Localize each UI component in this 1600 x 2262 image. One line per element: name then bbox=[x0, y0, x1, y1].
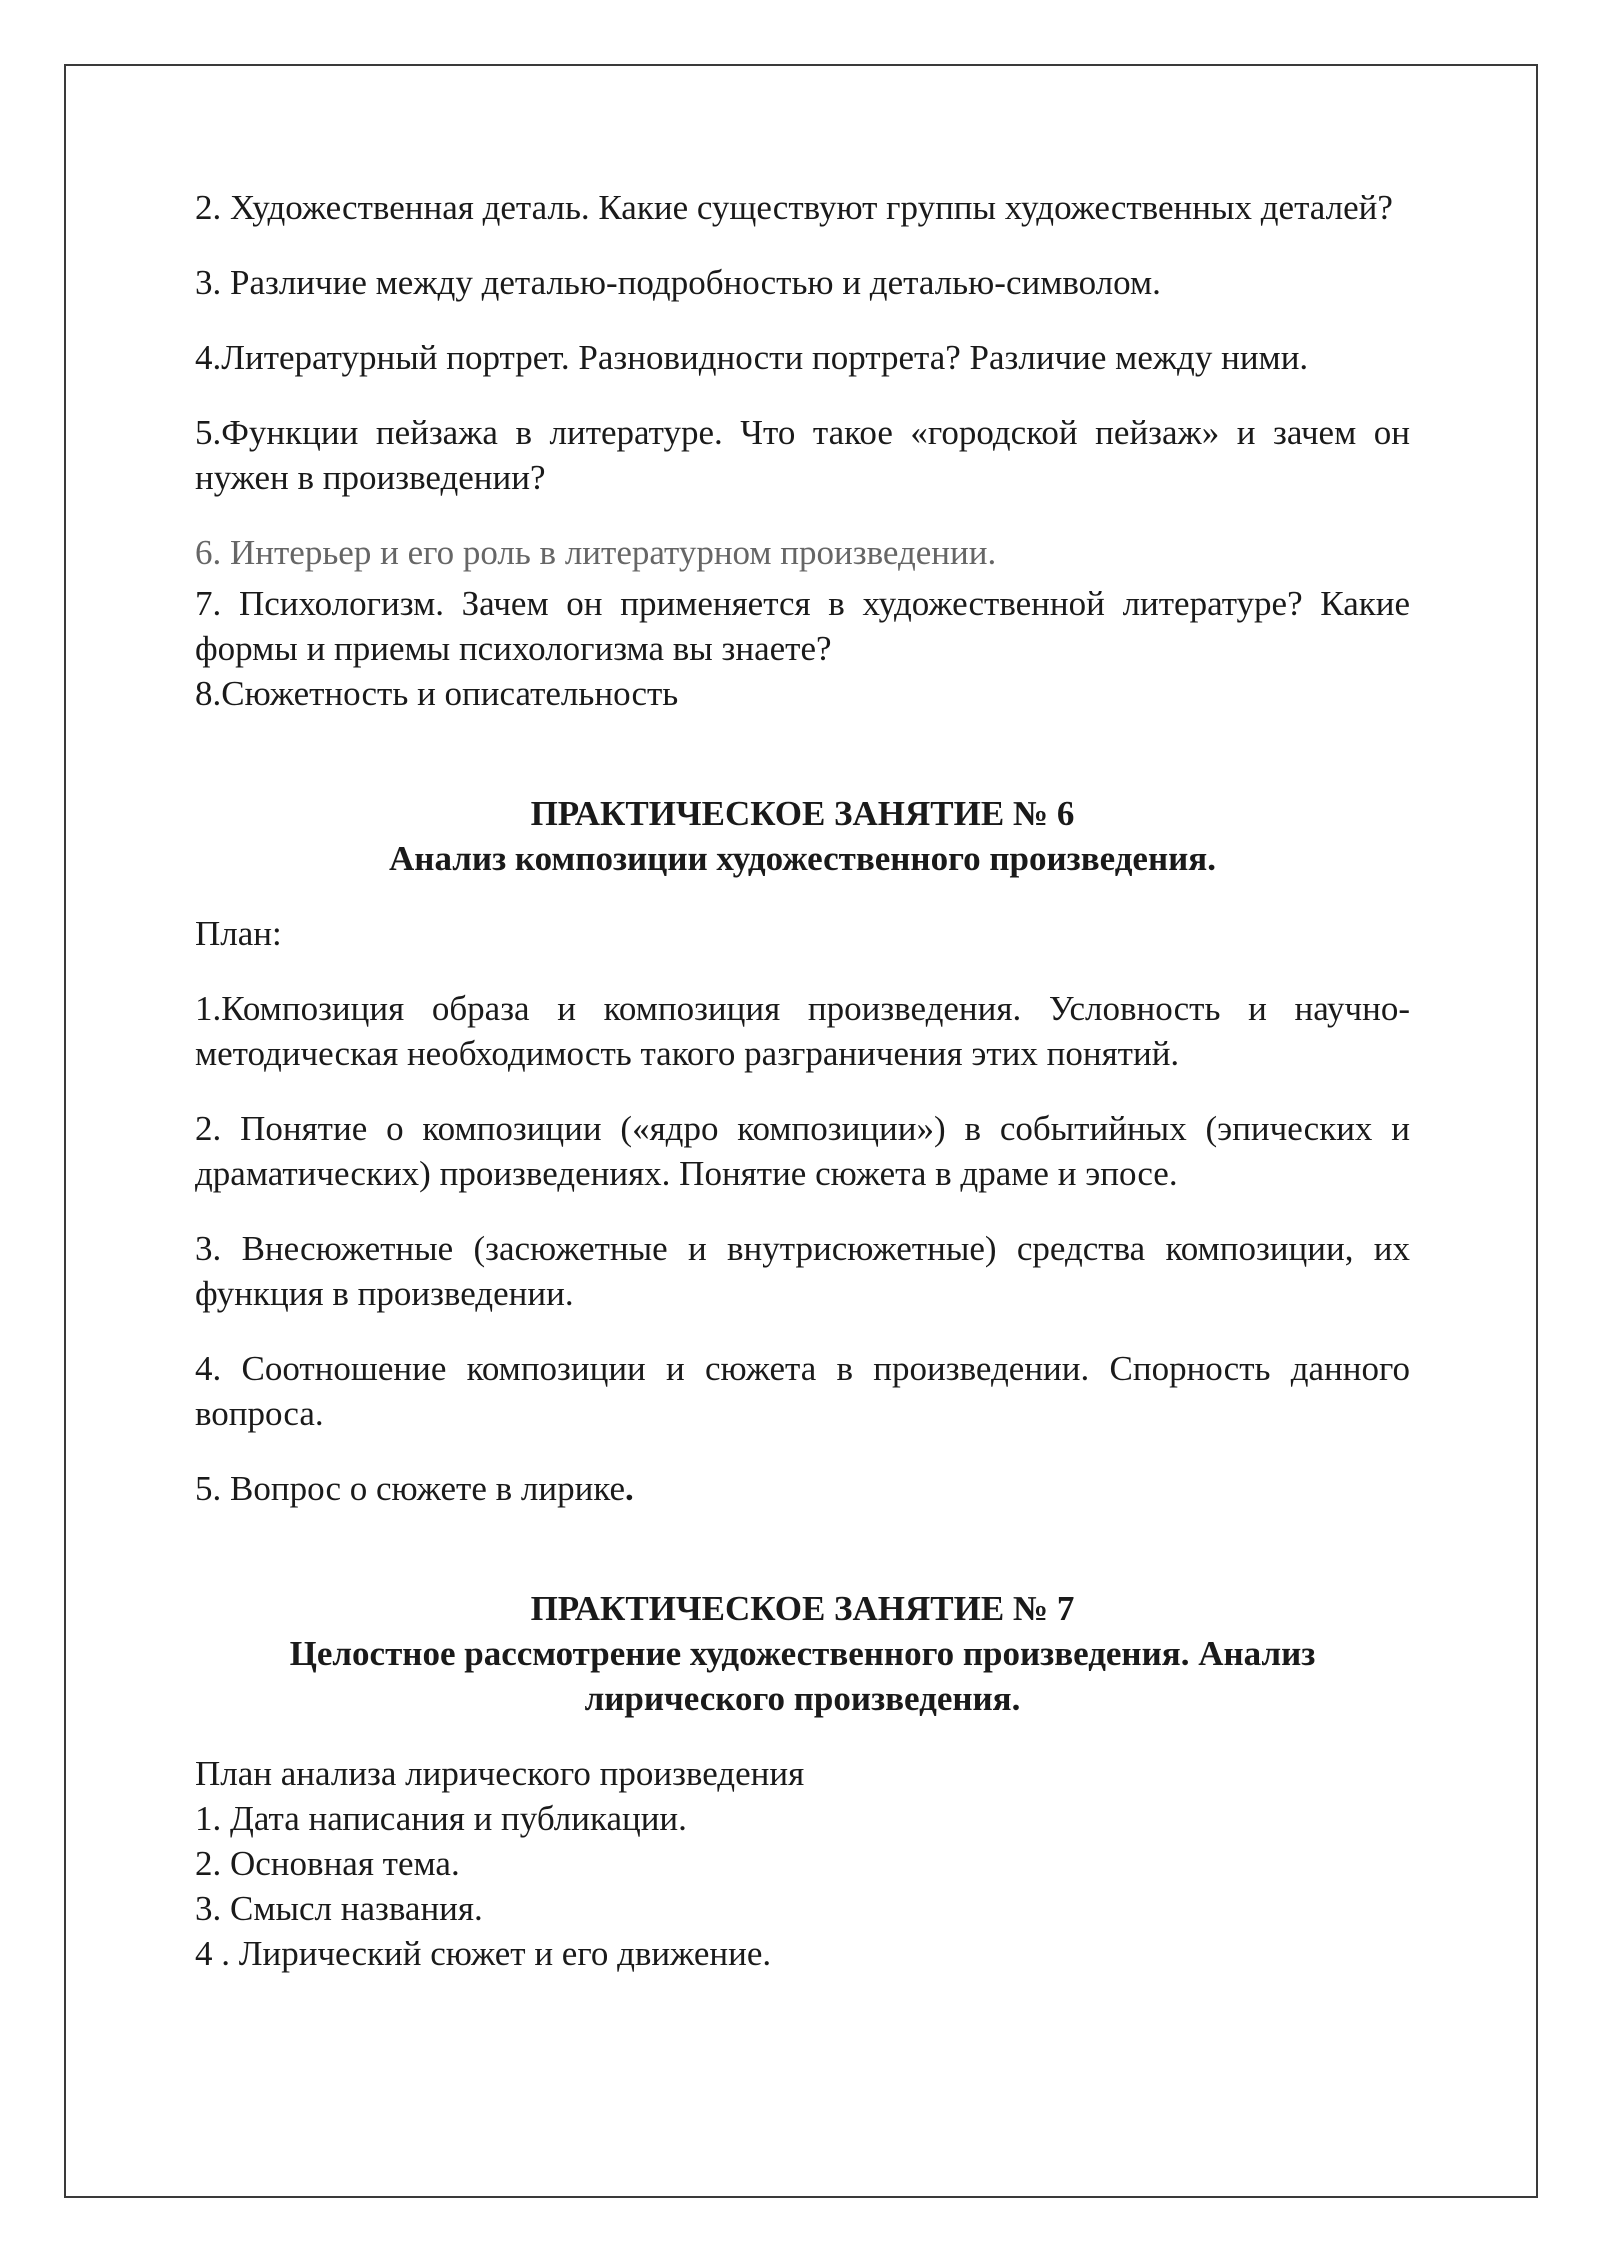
section-7-item-2: 2. Основная тема. bbox=[195, 1844, 460, 1883]
section-6-subtitle: Анализ композиции художественного произведения. bbox=[389, 839, 1216, 878]
section-7-item-4: 4 . Лирический сюжет и его движение. bbox=[195, 1934, 772, 1973]
section-7-item-3: 3. Смысл названия. bbox=[195, 1889, 483, 1928]
question-7: 7. Психологизм. Зачем он применяется в художественной литературе? Какие формы и приемы психологизма вы знаете? bbox=[195, 584, 1410, 668]
question-5: 5.Функции пейзажа в литературе. Что такое «городской пейзаж» и зачем он нужен в произведении? bbox=[195, 413, 1410, 497]
section-6-plan-label: План: bbox=[195, 914, 282, 953]
section-6-item-5 bbox=[195, 1466, 1410, 1511]
section-6-title: ПРАКТИЧЕСКОЕ ЗАНЯТИЕ № 6 bbox=[530, 794, 1075, 833]
section-6-item-5-text: 5. Вопрос о сюжете в лирике bbox=[195, 1469, 625, 1508]
section-7-item-1: 1. Дата написания и публикации. bbox=[195, 1799, 687, 1838]
question-4: 4.Литературный портрет. Разновидности портрета? Различие между ними. bbox=[195, 338, 1309, 377]
section-6-item-1: 1.Композиция образа и композиция произведения. Условность и научно-методическая необходимость такого разграничения этих понятий. bbox=[195, 989, 1410, 1073]
question-6: 6. Интерьер и его роль в литературном произведении. bbox=[195, 533, 997, 572]
document-body bbox=[195, 185, 1410, 1976]
section-7-subtitle-line-1: Целостное рассмотрение художественного произведения. Анализ bbox=[289, 1634, 1316, 1673]
question-8: 8.Сюжетность и описательность bbox=[195, 674, 679, 713]
question-2: 2. Художественная деталь. Какие существуют группы художественных деталей? bbox=[195, 188, 1393, 227]
question-3: 3. Различие между деталью-подробностью и деталью-символом. bbox=[195, 263, 1161, 302]
section-7-plan-label: План анализа лирического произведения bbox=[195, 1754, 805, 1793]
section-7-title: ПРАКТИЧЕСКОЕ ЗАНЯТИЕ № 7 bbox=[530, 1589, 1075, 1628]
section-7-subtitle-line-2: лирического произведения. bbox=[584, 1679, 1021, 1718]
section-6-item-4: 4. Соотношение композиции и сюжета в произведении. Спорность данного вопроса. bbox=[195, 1349, 1410, 1433]
section-6-item-2: 2. Понятие о композиции («ядро композиции») в событийных (эпических и драматических) произведениях. Понятие сюжета в драме и эпосе. bbox=[195, 1109, 1410, 1193]
section-6-item-5-dot: . bbox=[625, 1469, 634, 1508]
section-6-item-3: 3. Внесюжетные (засюжетные и внутрисюжетные) средства композиции, их функция в произведении. bbox=[195, 1229, 1410, 1313]
